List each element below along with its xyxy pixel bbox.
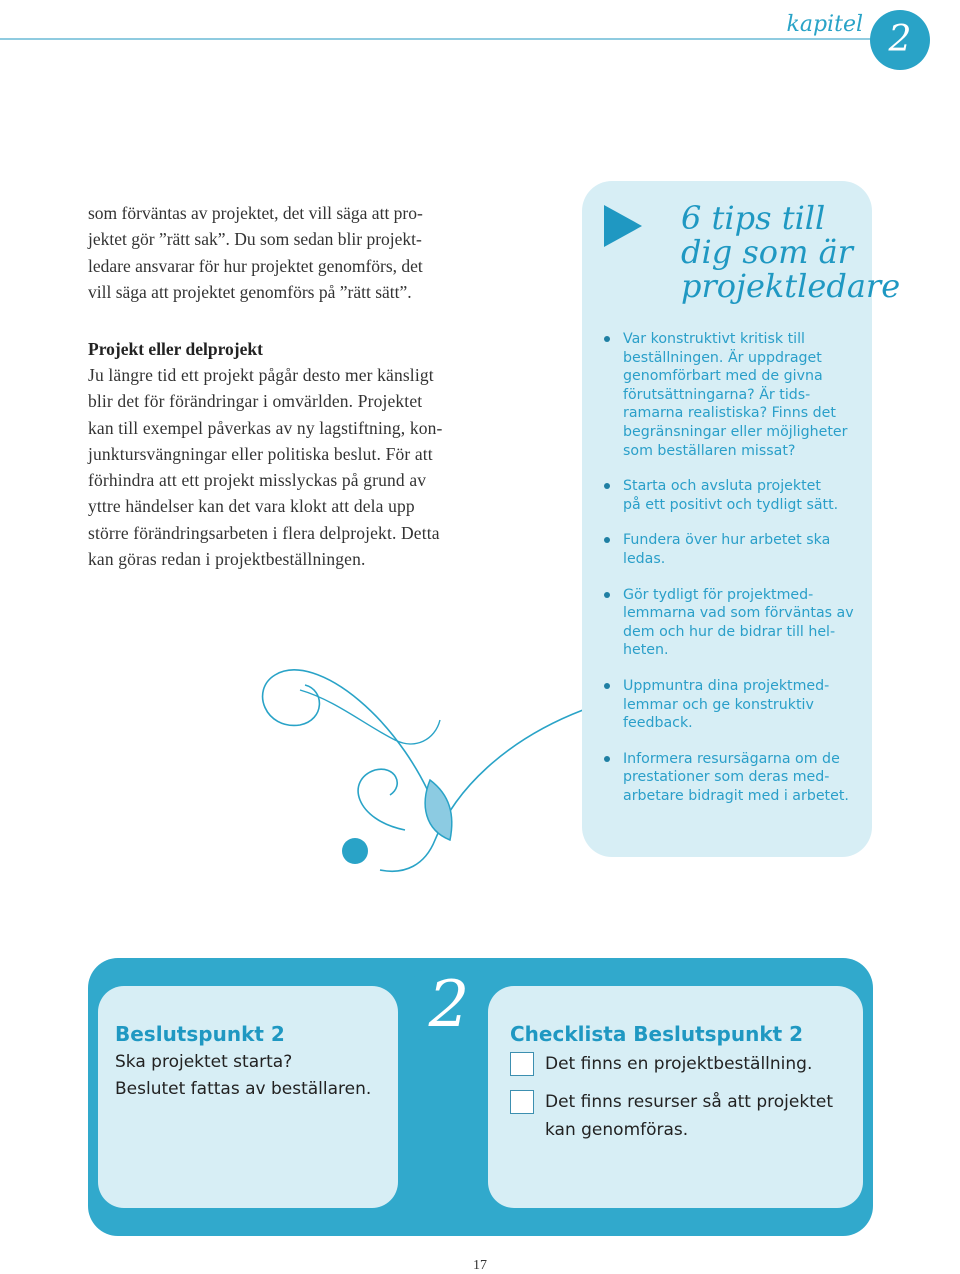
text-line: begränsningar eller möjligheter xyxy=(623,423,848,440)
text-line: Det finns resurser så att projektet xyxy=(545,1092,833,1112)
text-line: förhindra att ett projekt misslyckas på grund av xyxy=(88,470,427,491)
decision-frame xyxy=(88,958,873,1236)
text-line: som förväntas av projektet, det vill säga att pro- xyxy=(88,203,423,223)
text-line: Starta och avsluta projektet xyxy=(623,478,821,495)
bullet-icon xyxy=(604,537,610,543)
text-line: genomförbart med de givna xyxy=(623,368,823,385)
header-rule xyxy=(0,38,875,40)
checklista-panel xyxy=(488,986,863,1208)
text-line: kan till exempel påverkas av ny lagstiftning, kon- xyxy=(88,417,443,438)
text-line: prestationer som deras med- xyxy=(623,769,830,786)
bullet-icon xyxy=(604,683,610,689)
text-line: ramarna realistiska? Finns det xyxy=(623,405,836,422)
beslutspunkt-decider: Beslutet fattas av beställaren. xyxy=(115,1079,372,1099)
page-number: 17 xyxy=(473,1258,487,1273)
tips-box xyxy=(582,181,901,857)
list-item xyxy=(604,531,854,568)
list-item xyxy=(604,677,854,733)
list-item xyxy=(604,477,854,514)
checklist-item-label xyxy=(545,1050,845,1078)
checklista-title: Checklista Beslutspunkt 2 xyxy=(510,1022,804,1046)
beslutspunkt-title: Beslutspunkt 2 xyxy=(115,1022,285,1046)
text-line: Uppmuntra dina projektmed- xyxy=(623,677,830,694)
tips-list xyxy=(604,330,854,822)
text-line: Ju längre tid ett projekt pågår desto mer känsligt xyxy=(88,365,434,385)
chapter-number-badge: 2 xyxy=(870,10,930,70)
checkbox[interactable] xyxy=(510,1090,534,1114)
text-line: arbetare bidragit med i arbetet. xyxy=(623,787,849,804)
text-line: jektet gör ”rätt sak”. Du som sedan blir projekt- xyxy=(88,229,422,250)
text-line: blir det för förändringar i omvärlden. Projektet xyxy=(88,391,423,412)
text-line: heten. xyxy=(623,642,669,659)
text-line: dem och hur de bidrar till hel- xyxy=(623,623,836,640)
bullet-icon xyxy=(604,756,610,762)
beslutspunkt-panel xyxy=(98,986,398,1208)
text-line: Fundera över hur arbetet ska xyxy=(623,532,831,549)
text-line: Gör tydligt för projektmed- xyxy=(623,586,814,603)
list-item xyxy=(604,586,854,660)
text-line: feedback. xyxy=(623,715,693,732)
text-line: större förändringsarbeten i flera delprojekt. Detta xyxy=(88,522,440,543)
text-line: junktursvängningar eller politiska beslut. För att xyxy=(88,443,433,464)
text-line: lemmarna vad som förväntas av xyxy=(623,605,854,622)
text-line: kan genomföras. xyxy=(545,1120,689,1140)
tips-title-line: dig som är xyxy=(681,233,853,271)
text-line: lemmar och ge konstruktiv xyxy=(623,696,814,713)
tips-title-line: projektledare xyxy=(681,267,901,305)
bullet-icon xyxy=(604,592,610,598)
intro-paragraph xyxy=(88,200,473,305)
bullet-icon xyxy=(604,336,610,342)
text-line: yttre händelser kan det vara klokt att dela upp xyxy=(88,496,415,517)
text-line: förutsättningarna? Är tids- xyxy=(623,386,811,403)
checkbox[interactable] xyxy=(510,1052,534,1076)
play-arrow-icon xyxy=(604,205,642,247)
tips-title xyxy=(681,199,901,305)
beslutspunkt-question: Ska projektet starta? xyxy=(115,1052,293,1072)
section-projekt xyxy=(88,336,473,572)
text-line: ledas. xyxy=(623,550,666,567)
tips-title-line: 6 tips till xyxy=(681,199,826,237)
list-item xyxy=(604,330,854,460)
text-line: Det finns en projektbeställning. xyxy=(545,1054,813,1074)
text-line: på ett positivt och tydligt sätt. xyxy=(623,496,839,513)
checklist-item-label xyxy=(545,1088,845,1144)
text-line: vill säga att projektet genomförs på ”rätt sätt”. xyxy=(88,281,412,302)
text-line: Var konstruktivt kritisk till xyxy=(623,331,805,347)
decorative-swirl xyxy=(255,590,585,880)
bullet-icon xyxy=(604,483,610,489)
text-line: ledare ansvarar för hur projektet genomförs, det xyxy=(88,255,423,276)
text-line: beställningen. Är uppdraget xyxy=(623,349,822,366)
section-body xyxy=(88,362,473,572)
text-line: Informera resursägarna om de xyxy=(623,750,840,767)
text-line: som beställaren missat? xyxy=(623,442,796,459)
list-item xyxy=(604,750,854,806)
section-heading: Projekt eller delprojekt xyxy=(88,339,263,359)
beslutspunkt-number-badge: 2 xyxy=(414,970,484,1040)
text-line: kan göras redan i projektbeställningen. xyxy=(88,549,366,570)
chapter-label: kapitel xyxy=(786,12,863,37)
